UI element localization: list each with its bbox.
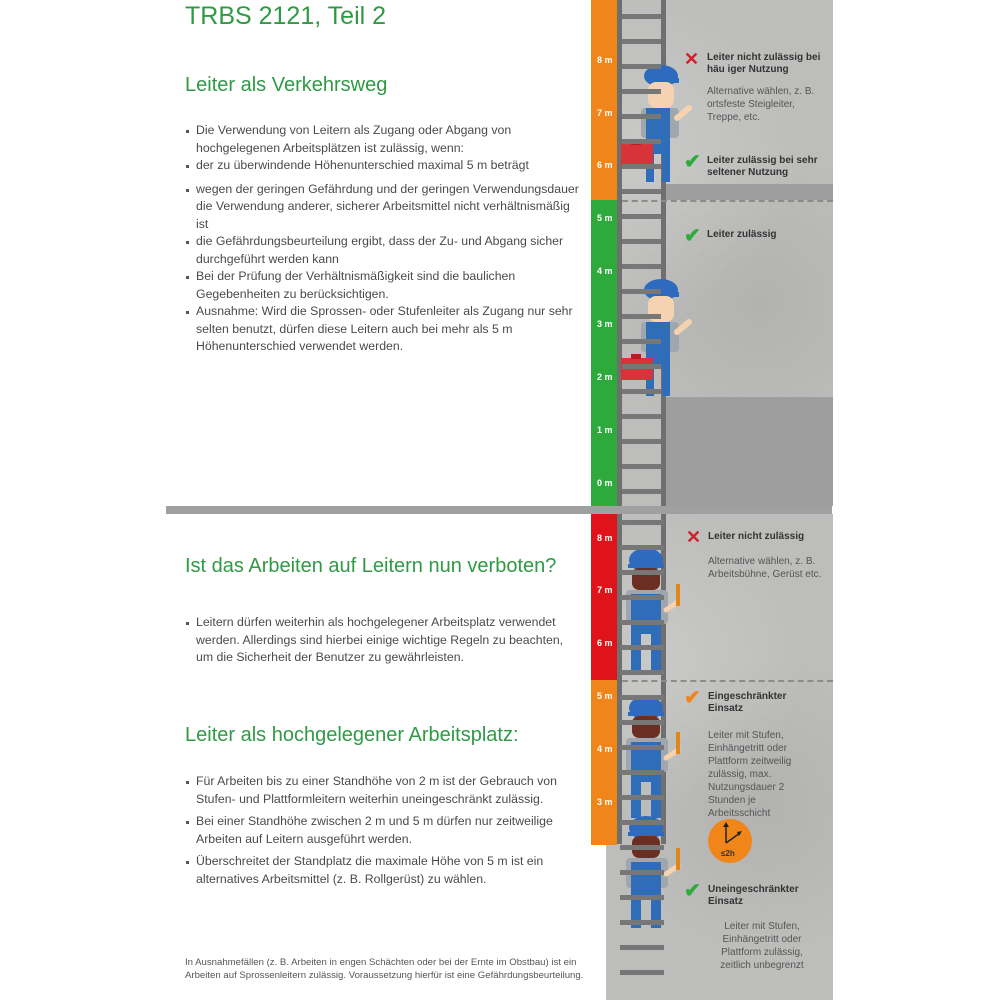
ruler-segment-up-to-5m bbox=[591, 200, 617, 506]
ladder-rung bbox=[622, 389, 661, 394]
upper-platform bbox=[666, 184, 833, 200]
note-unrestricted-use: Leiter mit Stufen, Einhängetritt oder Plattform zulässig, zeitlich unbegrenzt bbox=[720, 921, 804, 971]
section-heading-verboten: Ist das Arbeiten auf Leitern nun verboten? bbox=[185, 555, 557, 577]
check-icon: ✔ bbox=[684, 225, 701, 247]
ladder-rung bbox=[620, 820, 664, 825]
ruler-label: 1 m bbox=[597, 425, 613, 435]
check-icon: ✔ bbox=[684, 687, 701, 709]
cross-icon: ✕ bbox=[684, 49, 700, 69]
list-item: Leitern dürfen weiterhin als hochgelegener Arbeitsplatz verwendet werden. Allerdings sind hierbei einige wichtige Regeln zu beachten, um die Sicherheit der Benutzer zu gewährleisten. bbox=[185, 614, 580, 667]
list-item: Überschreitet der Standplatz die maximale Höhe von 5 m ist ein alternatives Arbeitsmittel (z. B. Rollgerüst) zu wählen. bbox=[185, 853, 580, 888]
ladder-rung bbox=[620, 770, 664, 775]
ruler-label: 7 m bbox=[597, 108, 613, 118]
ruler-label: 6 m bbox=[597, 160, 613, 170]
label-not-allowed-frequent: Leiter nicht zulässig bei häu iger Nutzung bbox=[707, 52, 821, 75]
worker-on-ladder-illustration bbox=[618, 694, 688, 824]
ladder-rung bbox=[622, 489, 661, 494]
list-item: die Gefährdungsbeurteilung ergibt, dass der Zu- und Abgang sicher durchgeführt werden kann bbox=[185, 233, 580, 268]
footnote: In Ausnahmefällen (z. B. Arbeiten in engen Schächten oder bei der Ernte im Obstbau) ist ein Arbeiten auf Sprossenleitern zulässig. Voraussetzung hierfür ist eine Gefährdungsbeurteilung. bbox=[185, 957, 584, 981]
ladder-rung bbox=[622, 314, 661, 319]
list-item: Bei der Prüfung der Verhältnismäßigkeit sind die baulichen Gegebenheiten zu berücksichtigen. bbox=[185, 268, 580, 303]
ladder-rung bbox=[622, 289, 661, 294]
list-item: Für Arbeiten bis zu einer Standhöhe von 2 m ist der Gebrauch von Stufen- und Plattformleitern weiterhin uneingeschränkt zulässig. bbox=[185, 773, 580, 808]
ruler-label: 5 m bbox=[597, 213, 613, 223]
label-allowed: Leiter zulässig bbox=[707, 229, 777, 240]
ladder-rung bbox=[620, 670, 664, 675]
infographic-verkehrsweg bbox=[591, 0, 833, 506]
label-restricted-use: Eingeschränkter Einsatz bbox=[708, 691, 787, 714]
ruler-label: 7 m bbox=[597, 585, 613, 595]
ladder-rung bbox=[620, 945, 664, 950]
list-item: Die Verwendung von Leitern als Zugang oder Abgang von hochgelegenen Arbeitsplätzen ist zulässig, wenn: bbox=[185, 122, 580, 157]
ladder-rung bbox=[620, 895, 664, 900]
ladder-rung bbox=[622, 164, 661, 169]
list-item: Ausnahme: Wird die Sprossen- oder Stufenleiter als Zugang nur sehr selten benutzt, dürfen diese Leitern auch bei mehr als 5 m Höhenunterschied verwendet werden. bbox=[185, 303, 580, 356]
section-heading-arbeitsplatz: Leiter als hochgelegener Arbeitsplatz: bbox=[185, 724, 519, 746]
ruler-label: 0 m bbox=[597, 478, 613, 488]
ladder-rung bbox=[622, 364, 661, 369]
list-item: Bei einer Standhöhe zwischen 2 m und 5 m dürfen nur zeitweilige Arbeiten auf Leitern ausgeführt werden. bbox=[185, 813, 580, 848]
ladder-rung bbox=[620, 620, 664, 625]
ladder-rung bbox=[622, 239, 661, 244]
ladder-rung bbox=[620, 545, 664, 550]
ladder-rung bbox=[622, 89, 661, 94]
ruler-label: 4 m bbox=[597, 266, 613, 276]
label-not-allowed: Leiter nicht zulässig bbox=[708, 531, 805, 542]
ruler-label: 8 m bbox=[597, 55, 613, 65]
ruler-label: 4 m bbox=[597, 744, 613, 754]
ladder-rung bbox=[622, 114, 661, 119]
list-item: wegen der geringen Gefährdung und der geringen Verwendungsdauer die Verwendung anderer, sicherer Arbeitsmittel nicht verhältnismäßig ist bbox=[185, 181, 580, 234]
document-title: TRBS 2121, Teil 2 bbox=[185, 2, 387, 30]
lower-platform bbox=[666, 397, 833, 506]
ladder-rung bbox=[622, 439, 661, 444]
ruler-segment-2m-to-5m bbox=[591, 680, 617, 845]
ladder-rung bbox=[620, 920, 664, 925]
ruler-label: 3 m bbox=[597, 797, 613, 807]
ladder-rung bbox=[622, 414, 661, 419]
ladder-rung bbox=[620, 695, 664, 700]
ladder-rung bbox=[620, 720, 664, 725]
clock-label: ≤2h bbox=[721, 849, 735, 858]
label-allowed-rare: Leiter zulässig bei sehr seltener Nutzung bbox=[707, 155, 818, 178]
worker-with-toolbox-illustration bbox=[619, 276, 699, 400]
ladder-rung bbox=[622, 139, 661, 144]
ladder-rung bbox=[620, 595, 664, 600]
ladder-rung bbox=[622, 339, 661, 344]
ruler-label: 8 m bbox=[597, 533, 613, 543]
ladder-rung bbox=[622, 464, 661, 469]
ladder-rung bbox=[620, 795, 664, 800]
ladder-rung bbox=[622, 189, 661, 194]
ruler-label: 2 m bbox=[597, 372, 613, 382]
arbeitsplatz-bullet-list bbox=[185, 773, 580, 888]
note-alternative-platform: Alternative wählen, z. B. Arbeitsbühne, Gerüst etc. bbox=[708, 556, 822, 580]
note-alternative: Alternative wählen, z. B. ortsfeste Steigleiter, Treppe, etc. bbox=[707, 86, 815, 123]
ladder-rung bbox=[620, 645, 664, 650]
verkehrsweg-bullet-list bbox=[185, 122, 580, 356]
ladder-rung bbox=[620, 870, 664, 875]
list-item: der zu überwindende Höhenunterschied maximal 5 m beträgt bbox=[185, 157, 580, 175]
ladder-rung bbox=[622, 214, 661, 219]
verboten-bullet-list bbox=[185, 614, 580, 667]
ladder-rung bbox=[620, 970, 664, 975]
ladder-rung bbox=[622, 39, 661, 44]
section-divider bbox=[166, 506, 832, 514]
ruler-segment-above-5m bbox=[591, 0, 617, 200]
ruler-label: 5 m bbox=[597, 691, 613, 701]
limit-5m-line bbox=[622, 680, 833, 682]
ruler-label: 6 m bbox=[597, 638, 613, 648]
ladder-rung bbox=[622, 14, 661, 19]
ladder-rung bbox=[620, 520, 664, 525]
worker-on-ladder-illustration bbox=[618, 546, 688, 676]
section-heading-verkehrsweg: Leiter als Verkehrsweg bbox=[185, 74, 388, 96]
ladder-rung bbox=[620, 845, 664, 850]
ladder-rung bbox=[620, 745, 664, 750]
check-icon: ✔ bbox=[684, 880, 701, 902]
ladder-rung bbox=[620, 570, 664, 575]
limit-5m-line bbox=[622, 200, 833, 202]
note-restricted-use: Leiter mit Stufen, Einhängetritt oder Plattform zeitweilig zulässig, max. Nutzungsdauer 2 Stunden je Arbeitsschicht bbox=[708, 730, 792, 819]
ruler-label: 3 m bbox=[597, 319, 613, 329]
label-unrestricted-use: Uneingeschränkter Einsatz bbox=[708, 884, 799, 907]
cross-icon: ✕ bbox=[686, 527, 702, 547]
ladder-rung bbox=[622, 64, 661, 69]
check-icon: ✔ bbox=[684, 151, 701, 173]
clock-icon bbox=[708, 819, 752, 863]
ladder-rung bbox=[622, 264, 661, 269]
